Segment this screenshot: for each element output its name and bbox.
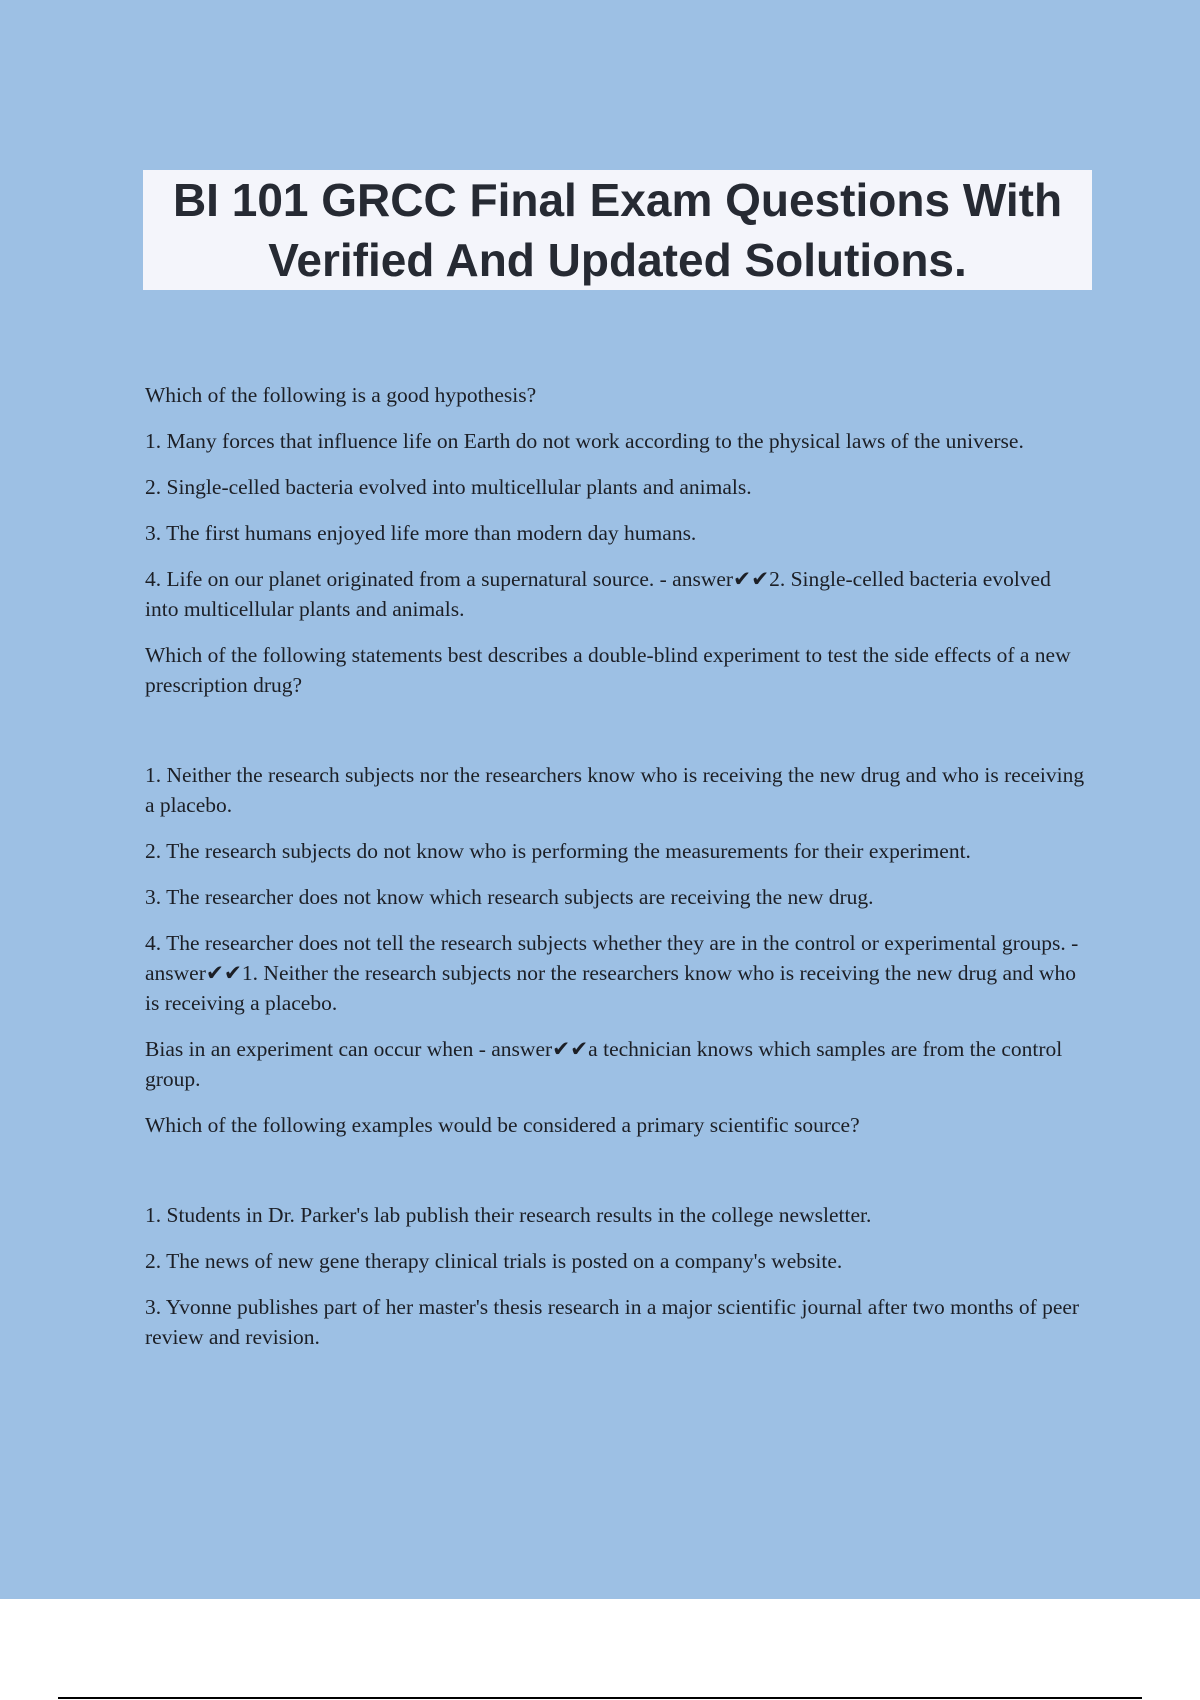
question-1-option-3: 3. The first humans enjoyed life more than modern day humans. <box>145 521 697 545</box>
question-3-answer: Bias in an experiment can occur when - answer✔✔a technician knows which samples are from the control group. <box>145 1037 1063 1091</box>
question-1-option-2: 2. Single-celled bacteria evolved into multicellular plants and animals. <box>145 475 752 499</box>
title-banner <box>143 170 1092 290</box>
question-1: Which of the following is a good hypothesis? <box>145 383 537 407</box>
document-title-line-2: Verified And Updated Solutions. <box>268 234 967 286</box>
question-4-option-3: 3. Yvonne publishes part of her master's thesis research in a major scientific journal after two months of peer review and revision. <box>145 1295 1080 1349</box>
document-body <box>145 380 1085 1368</box>
question-2-option-2: 2. The research subjects do not know who is performing the measurements for their experiment. <box>145 839 971 863</box>
question-4-option-1: 1. Students in Dr. Parker's lab publish their research results in the college newsletter. <box>145 1203 872 1227</box>
question-2-option-1: 1. Neither the research subjects nor the researchers know who is receiving the new drug and who is receiving a placebo. <box>145 763 1085 817</box>
question-1-option-1: 1. Many forces that influence life on Earth do not work according to the physical laws of the universe. <box>145 429 1024 453</box>
question-4: Which of the following examples would be considered a primary scientific source? <box>145 1113 860 1137</box>
question-2-option-4-answer: 4. The researcher does not tell the research subjects whether they are in the control or experimental groups. - answer✔✔1. Neither the research subjects nor the researchers know who is receiving the new drug and who is receiving a placebo. <box>145 931 1079 1015</box>
question-2: Which of the following statements best describes a double-blind experiment to test the side effects of a new prescription drug? <box>145 643 1071 697</box>
question-2-option-3: 3. The researcher does not know which research subjects are receiving the new drug. <box>145 885 874 909</box>
footer-divider <box>58 1697 1142 1699</box>
question-1-option-4-answer: 4. Life on our planet originated from a supernatural source. - answer✔✔2. Single-celled bacteria evolved into multicellular plants and animals. <box>145 567 1051 621</box>
document-title-line-1: BI 101 GRCC Final Exam Questions With <box>172 174 1063 226</box>
question-4-option-2: 2. The news of new gene therapy clinical trials is posted on a company's website. <box>145 1249 843 1273</box>
